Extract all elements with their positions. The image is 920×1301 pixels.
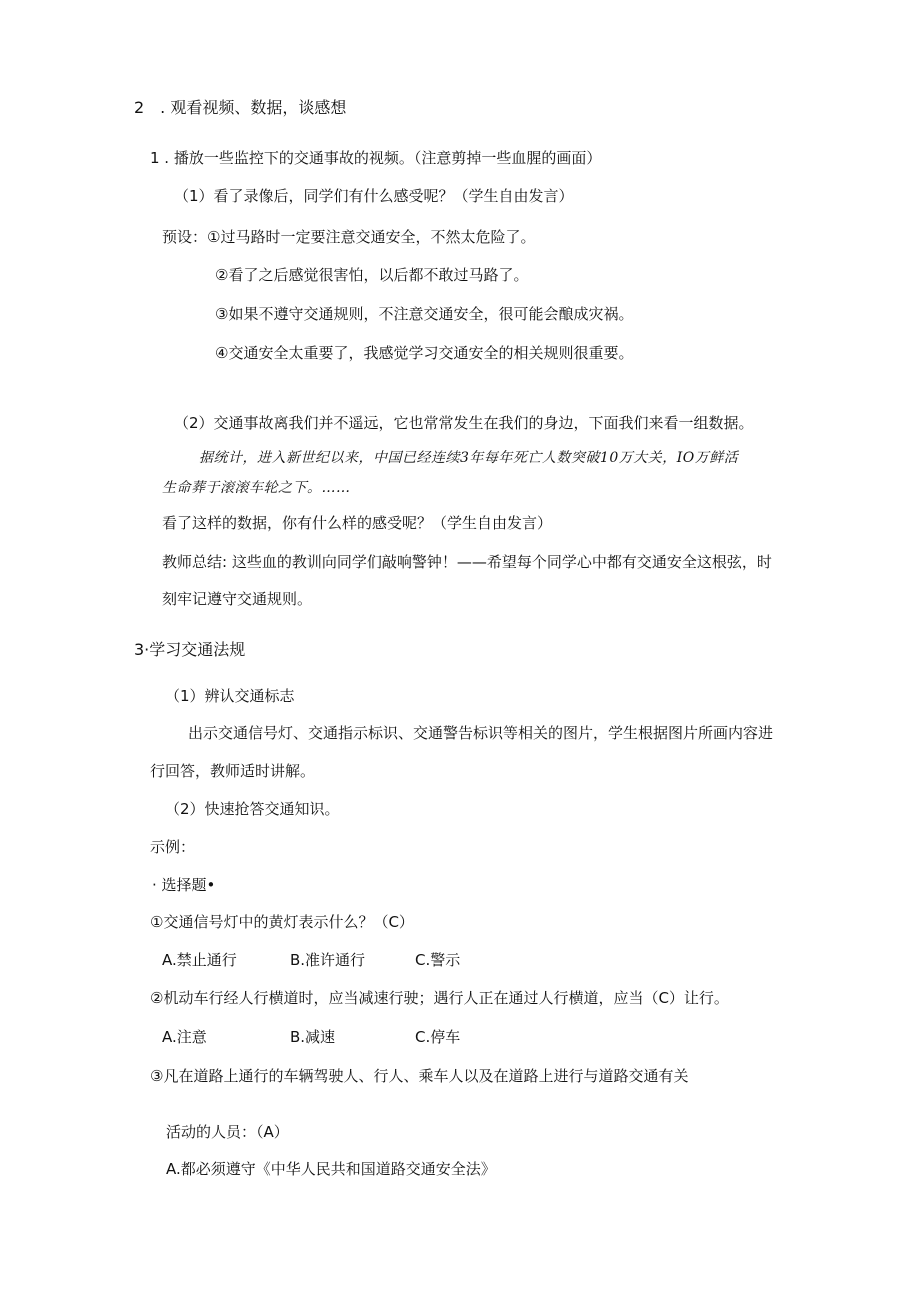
section-2-item-1: 1 . 播放一些监控下的交通事故的视频。（注意剪掉一些血腥的画面）: [150, 149, 602, 167]
section-3-question-2: （2）快速抢答交通知识。: [165, 800, 340, 818]
statistics-text-line-2: 生命葬于滚滚车轮之下。……: [162, 480, 351, 496]
teacher-summary-line-2: 刻牢记遵守交通规则。: [162, 590, 313, 608]
preset-answer-1: 预设：①过马路时一定要注意交通安全，不然太危险了。: [162, 228, 536, 246]
section-2-heading: 2 . 观看视频、数据，谈感想: [134, 98, 347, 117]
statistics-text-line-1: 据统计，进入新世纪以来，中国已经连续3年每年死亡人数突破10万大关，IO万鲜活: [199, 450, 739, 466]
question-2: ②机动车行经人行横道时，应当减速行驶；遇行人正在通过人行横道，应当（C）让行。: [150, 989, 729, 1007]
example-label: 示例：: [150, 838, 196, 856]
section-2-question-3: 看了这样的数据，你有什么样的感受呢？（学生自由发言）: [162, 514, 553, 532]
teacher-summary-line-1: 教师总结: 这些血的教训向同学们敲响警钟！——希望每个同学心中都有交通安全这根弦，时: [162, 553, 772, 571]
choice-label: · 选择题•: [152, 876, 216, 894]
question-1: ①交通信号灯中的黄灯表示什么？（C）: [150, 913, 414, 931]
section-2-question-1: （1）看了录像后，同学们有什么感受呢？（学生自由发言）: [174, 187, 574, 205]
question-3-line-2: 活动的人员：（A）: [166, 1123, 289, 1141]
q1-option-c: C.警示: [415, 951, 461, 969]
preset-answer-3: ③如果不遵守交通规则，不注意交通安全，很可能会酿成灾祸。: [215, 305, 634, 323]
question-3-line-1: ③凡在道路上通行的车辆驾驶人、行人、乘车人以及在道路上进行与道路交通有关: [150, 1067, 689, 1085]
section-3-question-1: （1）辨认交通标志: [165, 687, 295, 705]
q2-option-c: C.停车: [415, 1028, 461, 1046]
q1-option-a: A.禁止通行: [162, 951, 237, 969]
q1-option-b: B.准许通行: [290, 951, 366, 969]
section-3-heading: 3·学习交通法规: [134, 640, 246, 659]
section-3-text-line-1: 出示交通信号灯、交通指示标识、交通警告标识等相关的图片，学生根据图片所画内容进: [188, 724, 774, 742]
q3-option-a: A.都必须遵守《中华人民共和国道路交通安全法》: [166, 1160, 496, 1178]
q2-option-a: A.注意: [162, 1028, 207, 1046]
q2-option-b: B.减速: [290, 1028, 336, 1046]
preset-answer-4: ④交通安全太重要了，我感觉学习交通安全的相关规则很重要。: [215, 344, 634, 362]
section-2-question-2: （2）交通事故离我们并不遥远，它也常常发生在我们的身边，下面我们来看一组数据。: [174, 414, 754, 432]
section-3-text-line-2: 行回答，教师适时讲解。: [150, 762, 316, 780]
preset-answer-2: ②看了之后感觉很害怕，以后都不敢过马路了。: [215, 266, 529, 284]
